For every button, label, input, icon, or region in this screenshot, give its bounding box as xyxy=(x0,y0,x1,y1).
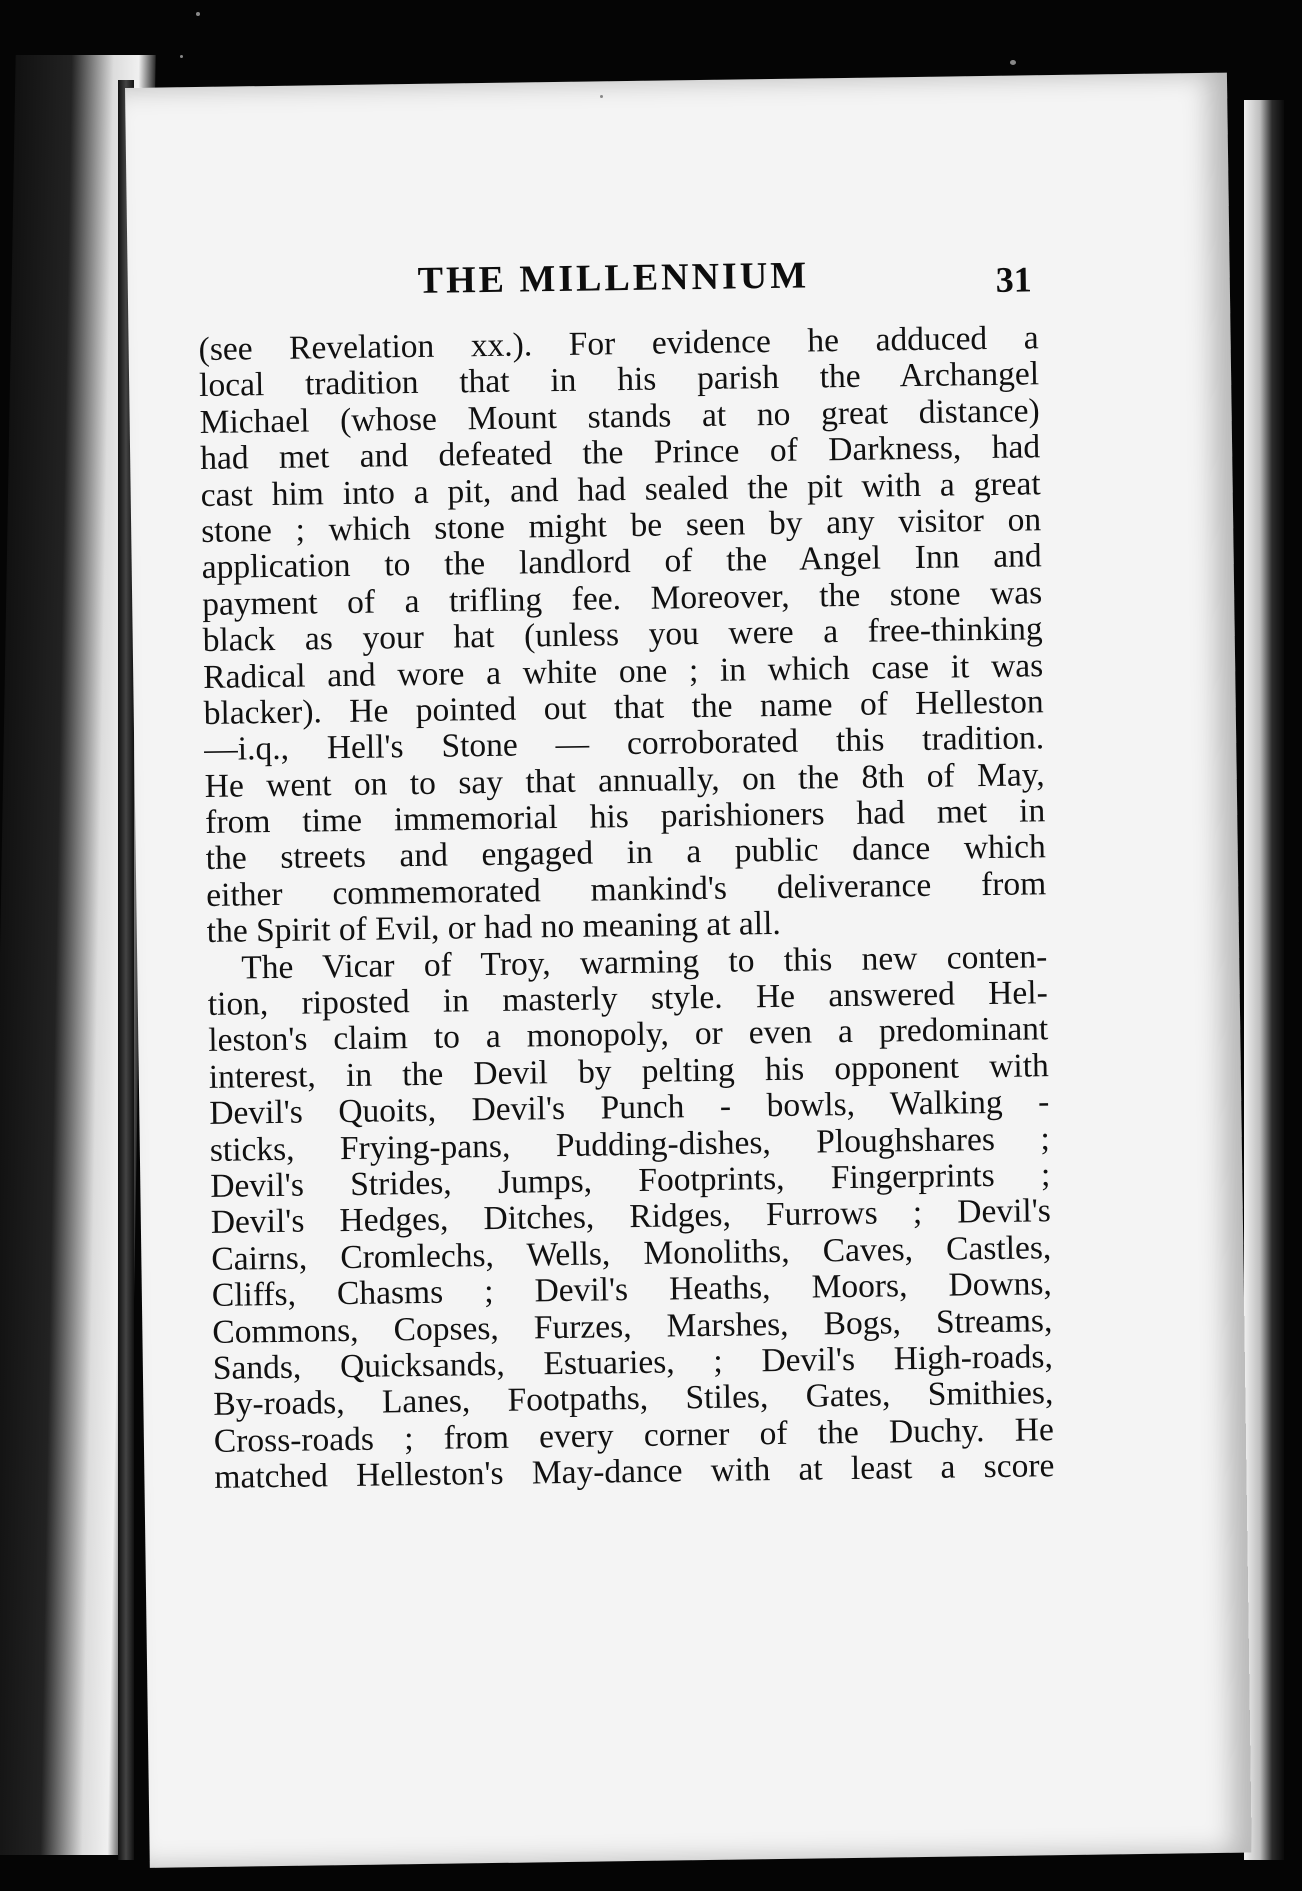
text-line: from time immemorial his parishioners had met in xyxy=(205,792,1046,842)
text-line: Devil's Quoits, Devil's Punch - bowls, Walking - xyxy=(209,1083,1050,1133)
text-line: the streets and engaged in a public dance which xyxy=(205,828,1046,878)
paragraph-1 xyxy=(198,320,1047,950)
text-line: Sands, Quicksands, Estuaries, ; Devil's High-roads, xyxy=(212,1338,1054,1387)
right-page-edge xyxy=(1244,100,1284,1860)
text-line: sticks, Frying-pans, Pudding-dishes, Ploughshares ; xyxy=(209,1119,1051,1169)
text-line: the Spirit of Evil, or had no meaning at all. xyxy=(206,905,782,951)
text-line: interest, in the Devil by pelting his opponent with xyxy=(208,1047,1049,1096)
text-line: By-roads, Lanes, Footpaths, Stiles, Gates, Smithies, xyxy=(213,1374,1054,1424)
dust-speck xyxy=(180,55,183,58)
running-head xyxy=(127,248,1188,323)
text-line: Cliffs, Chasms ; Devil's Heaths, Moors, Downs, xyxy=(211,1265,1053,1315)
book-page xyxy=(125,73,1252,1868)
text-line: application to the landlord of the Angel Inn and xyxy=(201,537,1042,587)
running-head-title: THE MILLENNIUM xyxy=(417,254,810,302)
text-line: leston's claim to a monopoly, or even a predominant xyxy=(208,1010,1049,1060)
page-number: 31 xyxy=(995,259,1033,300)
text-line: Cross-roads ; from every corner of the Duchy. He xyxy=(213,1410,1055,1460)
text-line: had met and defeated the Prince of Darkness, had xyxy=(199,428,1041,478)
text-line: matched Helleston's May-dance with at least a score xyxy=(214,1447,1055,1496)
body-text xyxy=(198,320,1054,1496)
text-line: payment of a trifling fee. Moreover, the stone was xyxy=(201,573,1043,623)
text-line: blacker). He pointed out that the name of Helleston xyxy=(203,683,1044,732)
dust-speck xyxy=(1010,60,1016,65)
text-line: cast him into a pit, and had sealed the pit with a great xyxy=(200,464,1041,514)
text-line: tion, riposted in masterly style. He answered Hel- xyxy=(207,974,1048,1023)
text-line: Cairns, Cromlechs, Wells, Monoliths, Caves, Castles, xyxy=(211,1228,1052,1278)
text-line: (see Revelation xx.). For evidence he adduced a xyxy=(198,319,1039,368)
text-line: Radical and wore a white one ; in which case it was xyxy=(202,646,1044,696)
text-line: Michael (whose Mount stands at no great distance) xyxy=(199,392,1040,441)
dust-speck xyxy=(600,95,603,98)
text-line: local tradition that in his parish the Archangel xyxy=(198,355,1040,405)
paragraph-2 xyxy=(207,939,1055,1497)
text-line: black as your hat (unless you were a free-thinking xyxy=(202,610,1043,660)
text-line: stone ; which stone might be seen by any visitor on xyxy=(200,501,1042,550)
text-line: —i.q., Hell's Stone — corroborated this tradition. xyxy=(203,719,1045,769)
text-line: Devil's Hedges, Ditches, Ridges, Furrows ; Devil's xyxy=(210,1192,1052,1242)
text-line: The Vicar of Troy, warming to this new conten- xyxy=(241,937,1048,987)
text-line: either commemorated mankind's deliverance from xyxy=(206,865,1047,914)
text-line: Commons, Copses, Furzes, Marshes, Bogs, Streams, xyxy=(212,1301,1053,1351)
text-line: Devil's Strides, Jumps, Footprints, Fingerprints ; xyxy=(210,1156,1051,1205)
text-line: He went on to say that annually, on the 8th of May, xyxy=(204,755,1045,805)
dust-speck xyxy=(196,12,200,16)
